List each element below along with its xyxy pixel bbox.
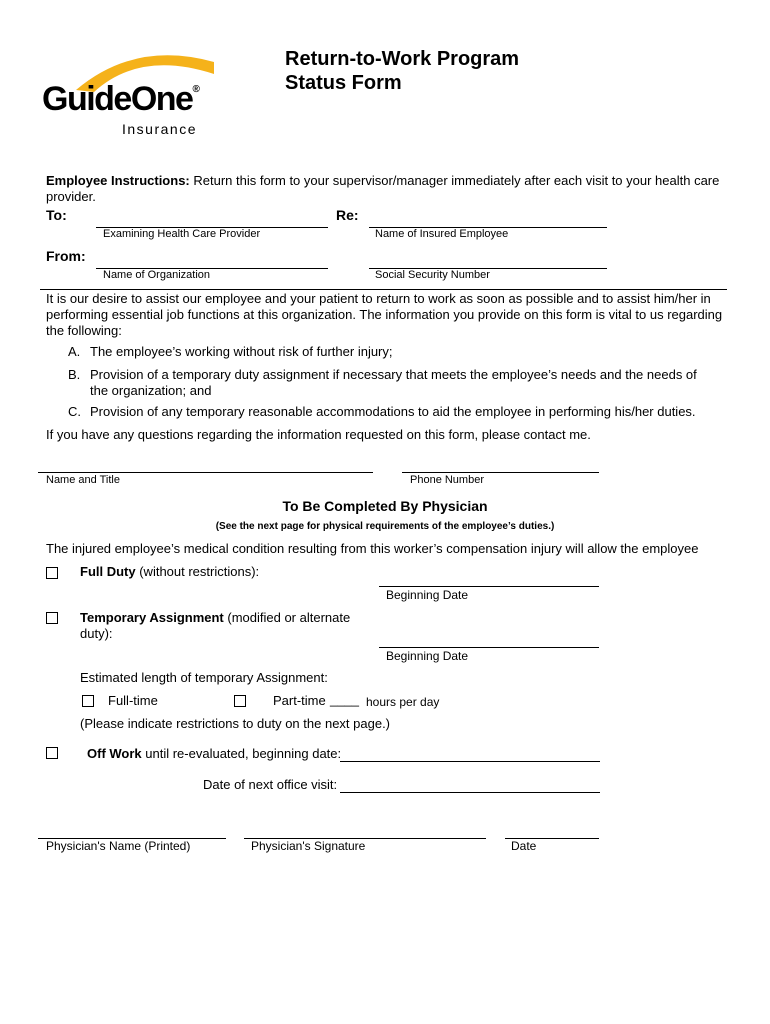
employee-instructions xyxy=(46,173,726,205)
instructions-label: Employee Instructions: xyxy=(46,173,190,188)
temp-assignment-date-caption: Beginning Date xyxy=(386,649,469,663)
list-text: The employee’s working without risk of further injury; xyxy=(90,344,393,359)
contact-text: If you have any questions regarding the information requested on this form, please contact me. xyxy=(46,427,591,442)
to-caption: Examining Health Care Provider xyxy=(103,228,261,240)
parttime-label: Part-time xyxy=(273,693,326,708)
logo-subtitle: Insurance xyxy=(122,121,197,137)
off-work-checkbox[interactable] xyxy=(46,747,58,759)
physician-name-caption: Physician's Name (Printed) xyxy=(46,839,191,853)
restrictions-note: (Please indicate restrictions to duty on the next page.) xyxy=(80,716,391,731)
list-text: Provision of a temporary duty assignment if necessary that meets the employee’s needs and the needs of the organization; and xyxy=(90,367,697,398)
list-letter: A. xyxy=(68,344,81,359)
hours-blank[interactable]: ____ xyxy=(330,692,359,707)
list-item-b xyxy=(68,367,718,399)
physician-section-note: (See the next page for physical requirements of the employee’s duties.) xyxy=(215,521,555,532)
signature-date-caption: Date xyxy=(511,839,537,853)
logo-wordmark: GuideOne® xyxy=(42,80,199,118)
physician-signature-caption: Physician's Signature xyxy=(251,839,366,853)
list-letter: B. xyxy=(68,367,81,382)
full-duty-label: Full Duty (without restrictions): xyxy=(80,564,260,579)
from-ssn-caption: Social Security Number xyxy=(375,269,490,281)
form-title-line1: Return-to-Work Program xyxy=(285,48,520,70)
full-duty-date-caption: Beginning Date xyxy=(386,588,469,602)
list-item-a xyxy=(68,344,718,360)
section-divider xyxy=(40,289,727,290)
from-org-caption: Name of Organization xyxy=(103,269,210,281)
parttime-checkbox[interactable] xyxy=(234,695,246,707)
to-label: To: xyxy=(46,207,67,223)
guideone-logo xyxy=(40,46,215,141)
temp-assignment-label: Temporary Assignment (modified or alternate duty): xyxy=(80,610,351,641)
intro-paragraph: It is our desire to assist our employee and your patient to return to work as soon as possible and to assist him/her in performing essential job functions at this organization. The information you provide on this form is vital to us regarding the following: xyxy=(46,291,723,338)
phone-line[interactable] xyxy=(402,472,599,473)
estimated-length-label: Estimated length of temporary Assignment: xyxy=(80,670,328,685)
physician-section-title: To Be Completed By Physician xyxy=(282,498,488,514)
full-duty-checkbox[interactable] xyxy=(46,567,58,579)
next-visit-line[interactable] xyxy=(340,792,600,793)
instructions-text: Return this form to your supervisor/manager immediately after each visit to your health care provider. xyxy=(46,173,720,204)
name-title-caption: Name and Title xyxy=(46,474,120,486)
next-visit-label: Date of next office visit: xyxy=(203,777,338,792)
re-caption: Name of Insured Employee xyxy=(375,228,509,240)
form-title-line2: Status Form xyxy=(285,72,402,94)
phone-caption: Phone Number xyxy=(410,474,484,486)
list-item-c xyxy=(68,404,718,420)
re-label: Re: xyxy=(336,207,359,223)
temp-assignment-checkbox[interactable] xyxy=(46,612,58,624)
fulltime-checkbox[interactable] xyxy=(82,695,94,707)
physician-section-lead: The injured employee’s medical condition resulting from this worker’s compensation injury will allow the employee xyxy=(46,541,699,556)
name-title-line[interactable] xyxy=(38,472,373,473)
from-label: From: xyxy=(46,248,86,264)
hours-per-day-label: hours per day xyxy=(366,695,440,709)
list-text: Provision of any temporary reasonable accommodations to aid the employee in performing his/her duties. xyxy=(90,404,696,419)
fulltime-label: Full-time xyxy=(108,693,158,708)
off-work-date-line[interactable] xyxy=(340,761,600,762)
list-letter: C. xyxy=(68,404,81,419)
form-title xyxy=(285,47,519,95)
off-work-label: Off Work until re-evaluated, beginning date: xyxy=(87,746,342,761)
